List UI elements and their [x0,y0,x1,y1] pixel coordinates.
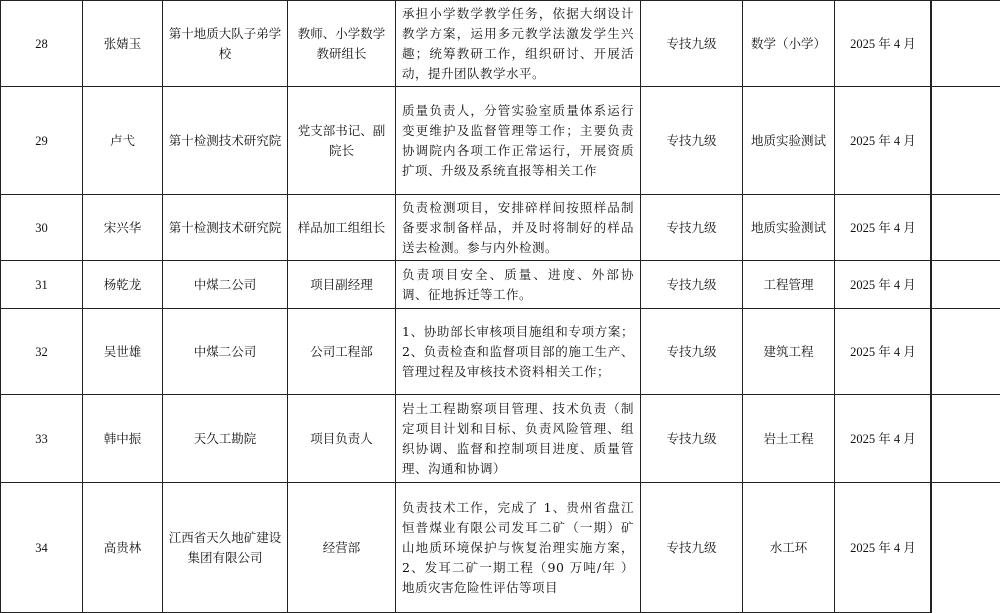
position: 教师、小学数学教研组长 [288,1,396,87]
person-name: 吴世雄 [83,309,163,395]
row-number: 33 [1,395,83,483]
table-row [1,309,932,395]
position: 经营部 [288,483,396,613]
major: 水工环 [743,483,835,613]
work-unit: 中煤二公司 [163,309,288,395]
duty-description: 承担小学数学教学任务，依据大纲设计教学方案，运用多元教学法激发学生兴趣；统筹教研工作，组织研讨、开展活动，提升团队教学水平。 [396,1,641,87]
person-name: 杨乾龙 [83,261,163,309]
major: 工程管理 [743,261,835,309]
duty-description: 负责检测项目，安排碎样间按照样品制备要求制备样品，并及时将制好的样品送去检测。参与内外检测。 [396,195,641,261]
major: 地质实验测试 [743,87,835,195]
duty-description: 负责项目安全、质量、进度、外部协调、征地拆迁等工作。 [396,261,641,309]
table-row [1,87,932,195]
date: 2025 年 4 月 [835,1,932,87]
person-name: 高贵林 [83,483,163,613]
table-row [1,483,932,613]
major: 数学（小学） [743,1,835,87]
date: 2025 年 4 月 [835,87,932,195]
person-name: 张婧玉 [83,1,163,87]
title-level: 专技九级 [641,309,743,395]
date: 2025 年 4 月 [835,195,932,261]
row-number: 34 [1,483,83,613]
duty-description: 负责技术工作，完成了 1、贵州省盘江恒普煤业有限公司发耳二矿（一期）矿山地质环境保护与恢复治理实施方案，2、发耳二矿一期工程（90 万吨/年 ）地质灾害危险性评估等项目 [396,483,641,613]
work-unit: 第十检测技术研究院 [163,195,288,261]
divider [931,194,1000,195]
date: 2025 年 4 月 [835,261,932,309]
table-row [1,261,932,309]
major: 岩土工程 [743,395,835,483]
person-name: 韩中振 [83,395,163,483]
position: 公司工程部 [288,309,396,395]
duty-description: 1、协助部长审核项目施组和专项方案；2、负责检查和监督项目部的施工生产、管理过程及审核技术资料相关工作； [396,309,641,395]
position: 样品加工组组长 [288,195,396,261]
row-number: 30 [1,195,83,261]
person-name: 卢弋 [83,87,163,195]
row-number: 31 [1,261,83,309]
row-number: 28 [1,1,83,87]
major: 建筑工程 [743,309,835,395]
date: 2025 年 4 月 [835,309,932,395]
position: 项目副经理 [288,261,396,309]
table-row [1,395,932,483]
row-number: 32 [1,309,83,395]
divider [931,308,1000,309]
work-unit: 江西省天久地矿建设集团有限公司 [163,483,288,613]
title-level: 专技九级 [641,483,743,613]
work-unit: 中煤二公司 [163,261,288,309]
title-level: 专技九级 [641,1,743,87]
work-unit: 天久工勘院 [163,395,288,483]
title-level: 专技九级 [641,261,743,309]
blank-column [930,0,1000,612]
divider [931,260,1000,261]
divider [931,394,1000,395]
work-unit: 第十检测技术研究院 [163,87,288,195]
row-number: 29 [1,87,83,195]
major: 地质实验测试 [743,195,835,261]
table-row [1,1,932,87]
work-unit: 第十地质大队子弟学校 [163,1,288,87]
divider [931,482,1000,483]
title-level: 专技九级 [641,87,743,195]
position: 党支部书记、副院长 [288,87,396,195]
date: 2025 年 4 月 [835,483,932,613]
table-row [1,195,932,261]
duty-description: 质量负责人，分管实验室质量体系运行变更维护及监督管理等工作；主要负责协调院内各项工作正常运行，开展资质扩项、升级及系统直报等相关工作 [396,87,641,195]
title-level: 专技九级 [641,395,743,483]
divider [931,0,1000,1]
title-level: 专技九级 [641,195,743,261]
date: 2025 年 4 月 [835,395,932,483]
person-name: 宋兴华 [83,195,163,261]
position: 项目负责人 [288,395,396,483]
duty-description: 岩土工程勘察项目管理、技术负责（制定项目计划和目标、负责风险管理、组织协调、监督和控制项目进度、质量管理、沟通和协调） [396,395,641,483]
divider [931,86,1000,87]
